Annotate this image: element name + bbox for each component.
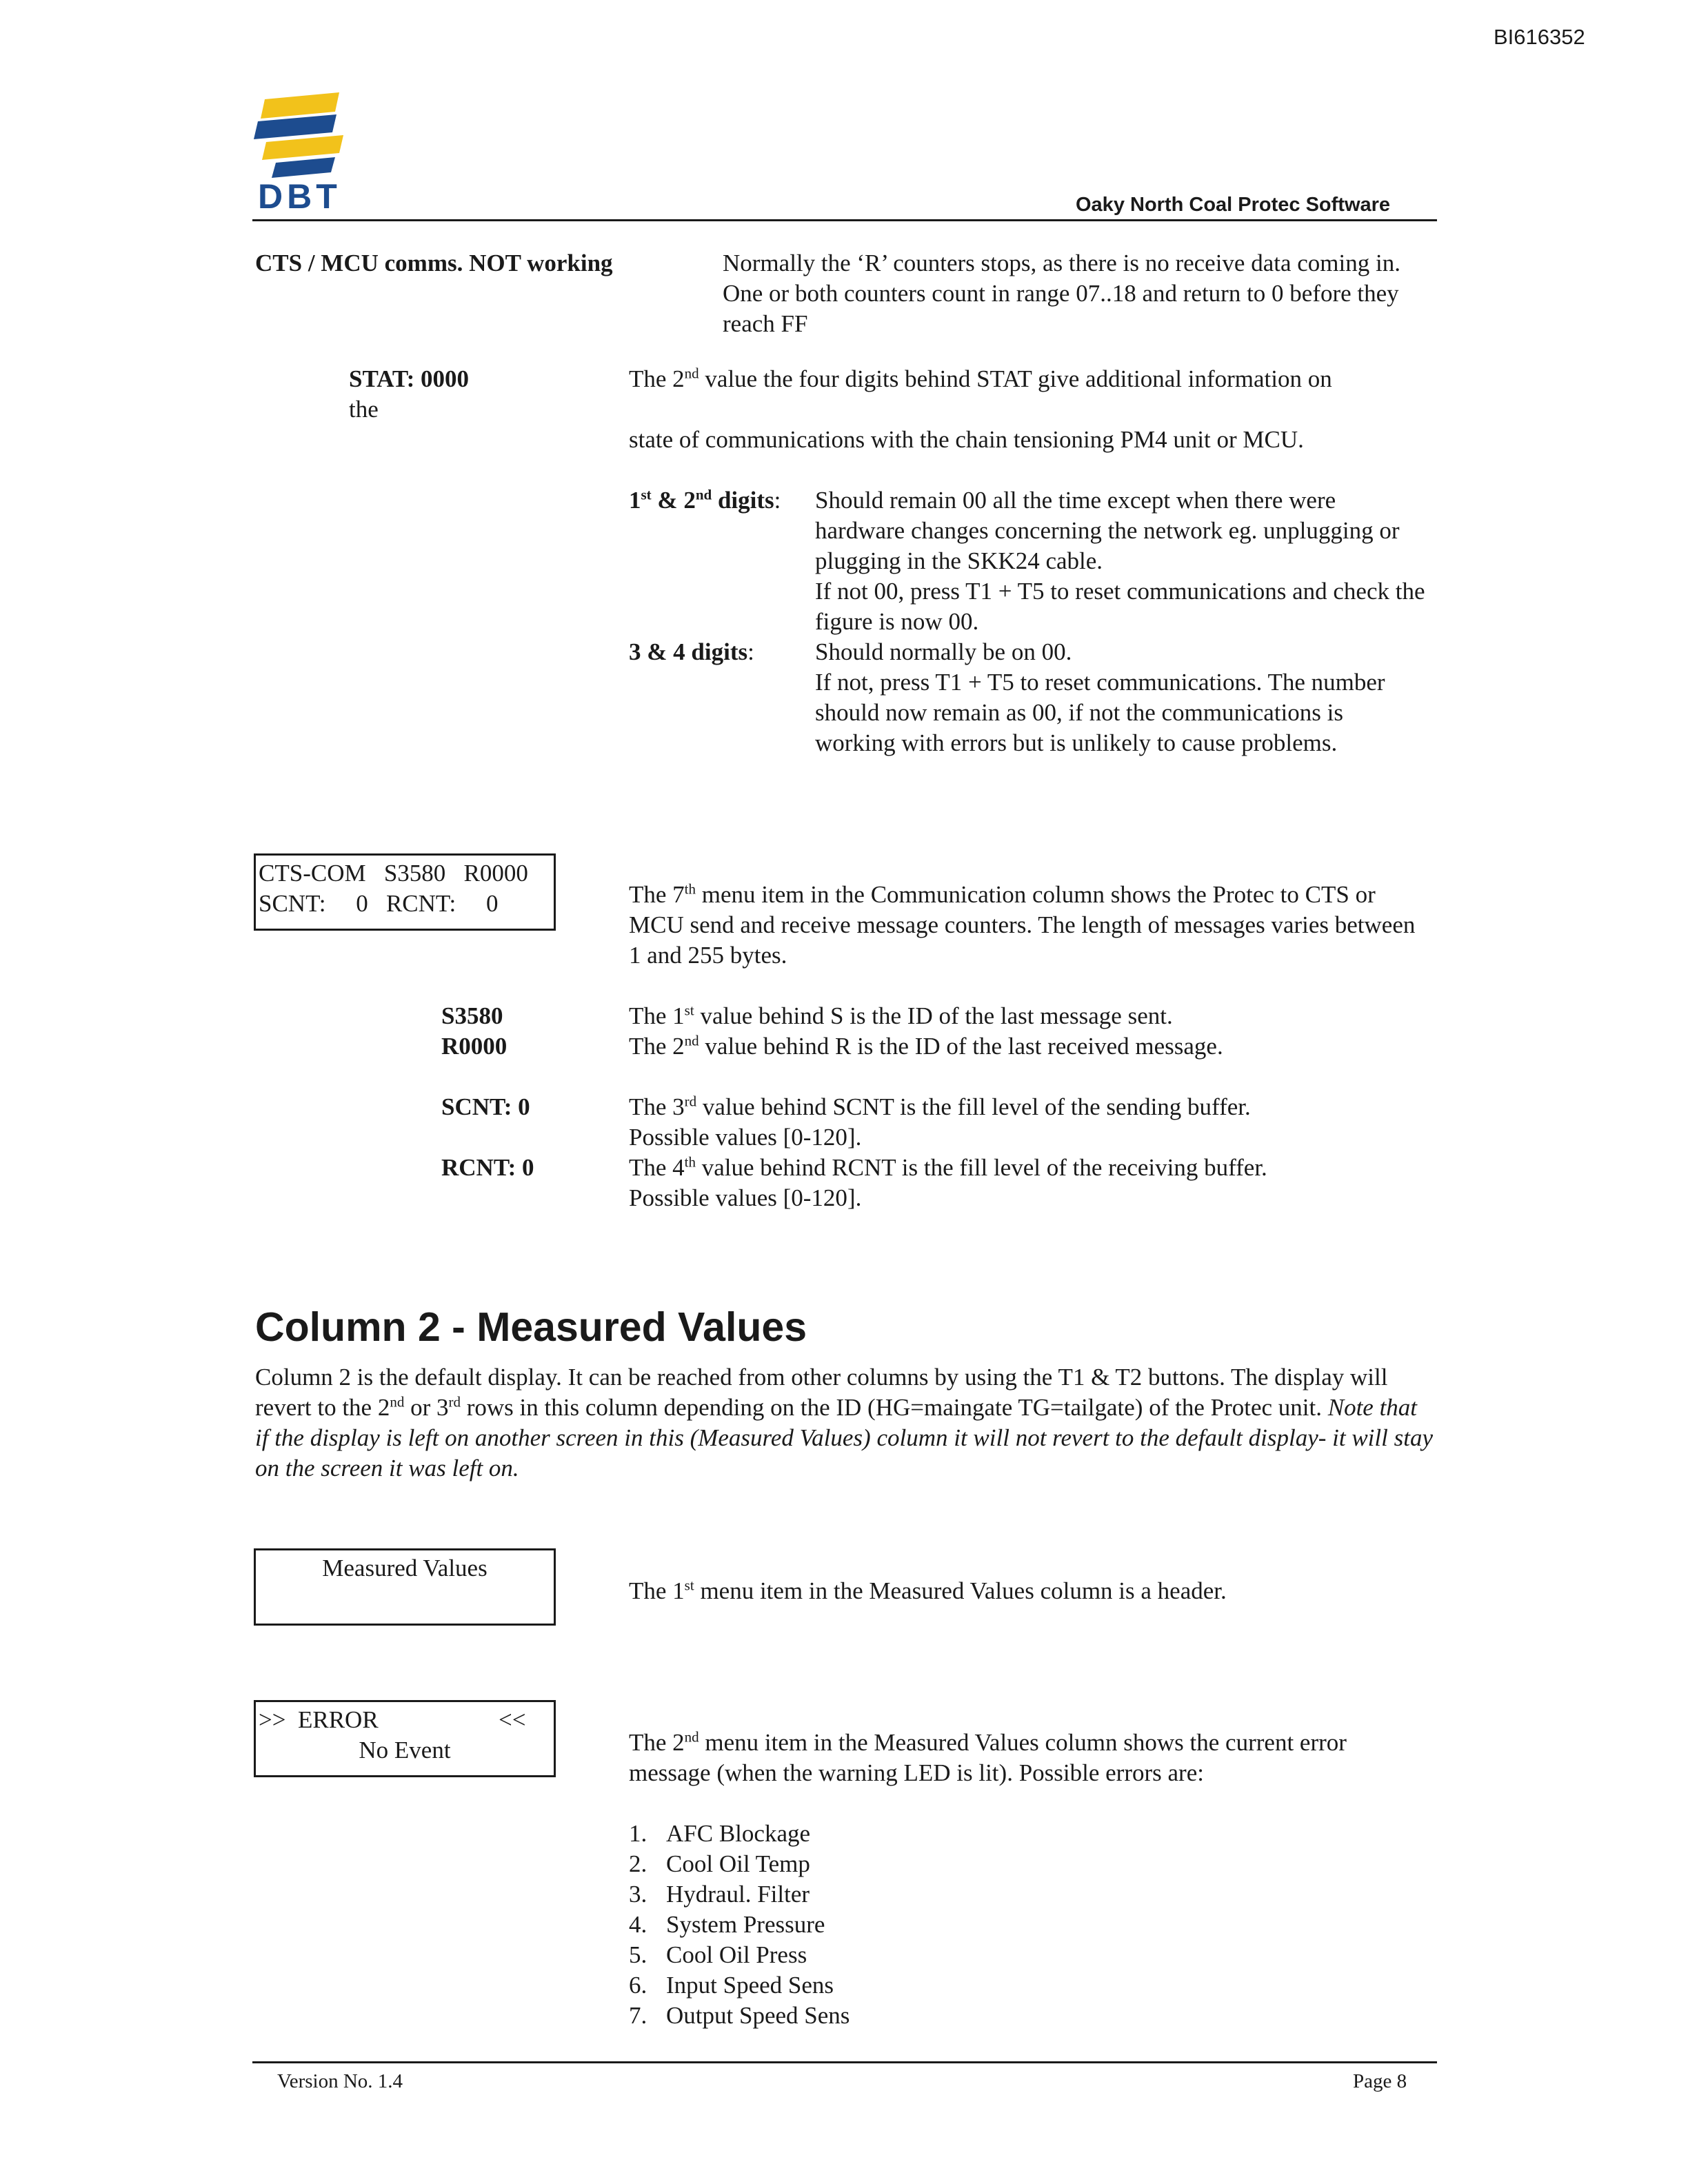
list-item (629, 1819, 850, 1849)
header-rule (252, 219, 1437, 221)
list-item-number: 1. (629, 1820, 647, 1847)
digits-12-sup1: st (641, 486, 652, 503)
list-item-text: System Pressure (666, 1911, 825, 1938)
cts-com-desc-a: The 7 (629, 881, 685, 908)
list-item-number: 6. (629, 1972, 647, 1999)
list-item-number: 3. (629, 1881, 647, 1908)
error-desc (629, 1728, 1429, 1788)
header-title: Oaky North Coal Protec Software (1076, 194, 1391, 216)
list-item-text: Cool Oil Temp (666, 1850, 810, 1877)
list-item (629, 2001, 850, 2031)
list-item-number: 4. (629, 1911, 647, 1938)
list-item-number: 7. (629, 2002, 647, 2029)
cts-mcu-heading: CTS / MCU comms. NOT working (255, 250, 613, 276)
r-desc-a: The 2 (629, 1033, 685, 1060)
digits-34-text2: If not, press T1 + T5 to reset communications. The number should now remain as 00, if not the communications is working with errors but is unlikely to cause problems. (815, 669, 1385, 756)
measured-values-desc (629, 1576, 1227, 1606)
error-lcd-left: >> ERROR (259, 1706, 379, 1733)
rcnt-label: RCNT: 0 (441, 1154, 534, 1181)
document-id: BI616352 (1494, 25, 1585, 49)
error-desc-sup: nd (684, 1728, 699, 1746)
list-item-text: Input Speed Sens (666, 1972, 834, 1999)
list-item-text: AFC Blockage (666, 1820, 811, 1847)
footer-page: Page 8 (1353, 2070, 1407, 2092)
s-desc-sup: st (684, 1002, 694, 1019)
stat-desc-b: value the four digits behind STAT give additional information on (699, 365, 1332, 392)
r-desc (629, 1031, 1223, 1062)
digits-12-c: digits (712, 487, 774, 514)
list-item (629, 1910, 850, 1940)
cts-com-lcd-line2: SCNT: 0 RCNT: 0 (259, 890, 499, 917)
list-item (629, 1879, 850, 1910)
scnt-desc-b: value behind SCNT is the fill level of the sending buffer. (696, 1093, 1251, 1120)
scnt-desc-sup: rd (684, 1093, 697, 1110)
dbt-logo (252, 91, 349, 215)
dbt-logo-icon (252, 91, 349, 181)
footer-version: Version No. 1.4 (277, 2070, 403, 2092)
footer-rule (252, 2061, 1437, 2063)
cts-com-desc-b: menu item in the Communication column shows the Protec to CTS or MCU send and receive message counters. The length of messages varies between 1 and 255 bytes. (629, 881, 1416, 969)
error-lcd-right: << (499, 1706, 526, 1733)
digits-12-text: Should remain 00 all the time except when there were hardware changes concerning the network eg. unplugging or plugging in the SKK24 cable. (815, 487, 1400, 574)
error-desc-b: menu item in the Measured Values column shows the current error message (when the warning LED is lit). Possible errors are: (629, 1729, 1347, 1786)
column2-p-a: Column 2 is the default display. It can be reached from other columns by using the T1 & T2 buttons. The display will revert to the 2 (255, 1364, 1388, 1421)
list-item-text: Cool Oil Press (666, 1941, 807, 1968)
cts-com-desc-sup: th (684, 880, 696, 898)
scnt-label: SCNT: 0 (441, 1093, 530, 1120)
digits-34-label (629, 637, 754, 667)
column2-p-sup1: nd (390, 1393, 405, 1410)
digits-34-colon: : (747, 638, 754, 665)
column2-p-sup2: rd (448, 1393, 461, 1410)
r-desc-b: value behind R is the ID of the last received message. (699, 1033, 1223, 1060)
stat-desc-line1 (629, 364, 1332, 394)
rcnt-desc (629, 1153, 1267, 1183)
column2-p-b: or 3 (404, 1394, 449, 1421)
cts-com-lcd (254, 853, 556, 931)
mv-desc-a: The 1 (629, 1577, 685, 1604)
scnt-range: Possible values [0-120]. (629, 1124, 862, 1151)
measured-values-lcd (254, 1548, 556, 1626)
stat-label-cont: the (349, 396, 379, 423)
r-label: R0000 (441, 1033, 508, 1060)
column2-paragraph (255, 1362, 1436, 1484)
rcnt-desc-b: value behind RCNT is the fill level of the receiving buffer. (696, 1154, 1267, 1181)
mv-desc-b: menu item in the Measured Values column is a header. (694, 1577, 1227, 1604)
mv-desc-sup: st (684, 1577, 694, 1594)
digits-12-label (629, 485, 781, 516)
stat-label: STAT: 0000 (349, 365, 470, 392)
s-desc-a: The 1 (629, 1002, 685, 1029)
s-desc-b: value behind S is the ID of the last message sent. (694, 1002, 1173, 1029)
list-item-text: Output Speed Sens (666, 2002, 850, 2029)
stat-desc-a: The 2 (629, 365, 685, 392)
error-desc-a: The 2 (629, 1729, 685, 1756)
s-label: S3580 (441, 1002, 503, 1029)
digits-12-sup2: nd (695, 486, 712, 503)
stat-desc-sup: nd (684, 365, 699, 382)
list-item-text: Hydraul. Filter (666, 1881, 810, 1908)
list-item (629, 1940, 850, 1970)
list-item (629, 1970, 850, 2001)
digits-34-a: 3 & 4 digits (629, 638, 748, 665)
r-desc-sup: nd (684, 1032, 699, 1049)
rcnt-desc-a: The 4 (629, 1154, 685, 1181)
digits-12-b: & 2 (651, 487, 696, 514)
list-item (629, 1849, 850, 1879)
digits-12-a: 1 (629, 487, 641, 514)
error-list (629, 1819, 850, 2031)
cts-com-lcd-line1: CTS-COM S3580 R0000 (259, 860, 528, 887)
s-desc (629, 1001, 1173, 1031)
rcnt-desc-sup: th (684, 1153, 696, 1171)
column2-p-c: rows in this column depending on the ID (HG=maingate TG=tailgate) of the Protec unit. (461, 1394, 1328, 1421)
measured-values-lcd-text: Measured Values (322, 1555, 488, 1581)
digits-34-text: Should normally be on 00. (815, 638, 1072, 665)
scnt-desc-a: The 3 (629, 1093, 685, 1120)
cts-mcu-text: Normally the ‘R’ counters stops, as there is no receive data coming in. One or both counters count in range 07..18 and return to 0 before they reach FF (723, 250, 1400, 337)
digits-12-colon: : (774, 487, 781, 514)
digits-12-text2: If not 00, press T1 + T5 to reset communications and check the figure is now 00. (815, 578, 1425, 635)
error-lcd (254, 1700, 556, 1777)
cts-com-desc (629, 880, 1429, 971)
scnt-desc (629, 1092, 1251, 1122)
error-lcd-line2: No Event (359, 1737, 451, 1763)
list-item-number: 5. (629, 1941, 647, 1968)
rcnt-range: Possible values [0-120]. (629, 1184, 862, 1211)
column2-p-italic: Note that if the display is left on another screen in this (Measured Values) column it will not revert to the default display- it will stay on the screen it was left on. (255, 1394, 1433, 1482)
list-item-number: 2. (629, 1850, 647, 1877)
logo-text: DBT (258, 177, 341, 216)
section-heading: Column 2 - Measured Values (255, 1304, 807, 1350)
stat-desc-line2: state of communications with the chain tensioning PM4 unit or MCU. (629, 426, 1304, 453)
